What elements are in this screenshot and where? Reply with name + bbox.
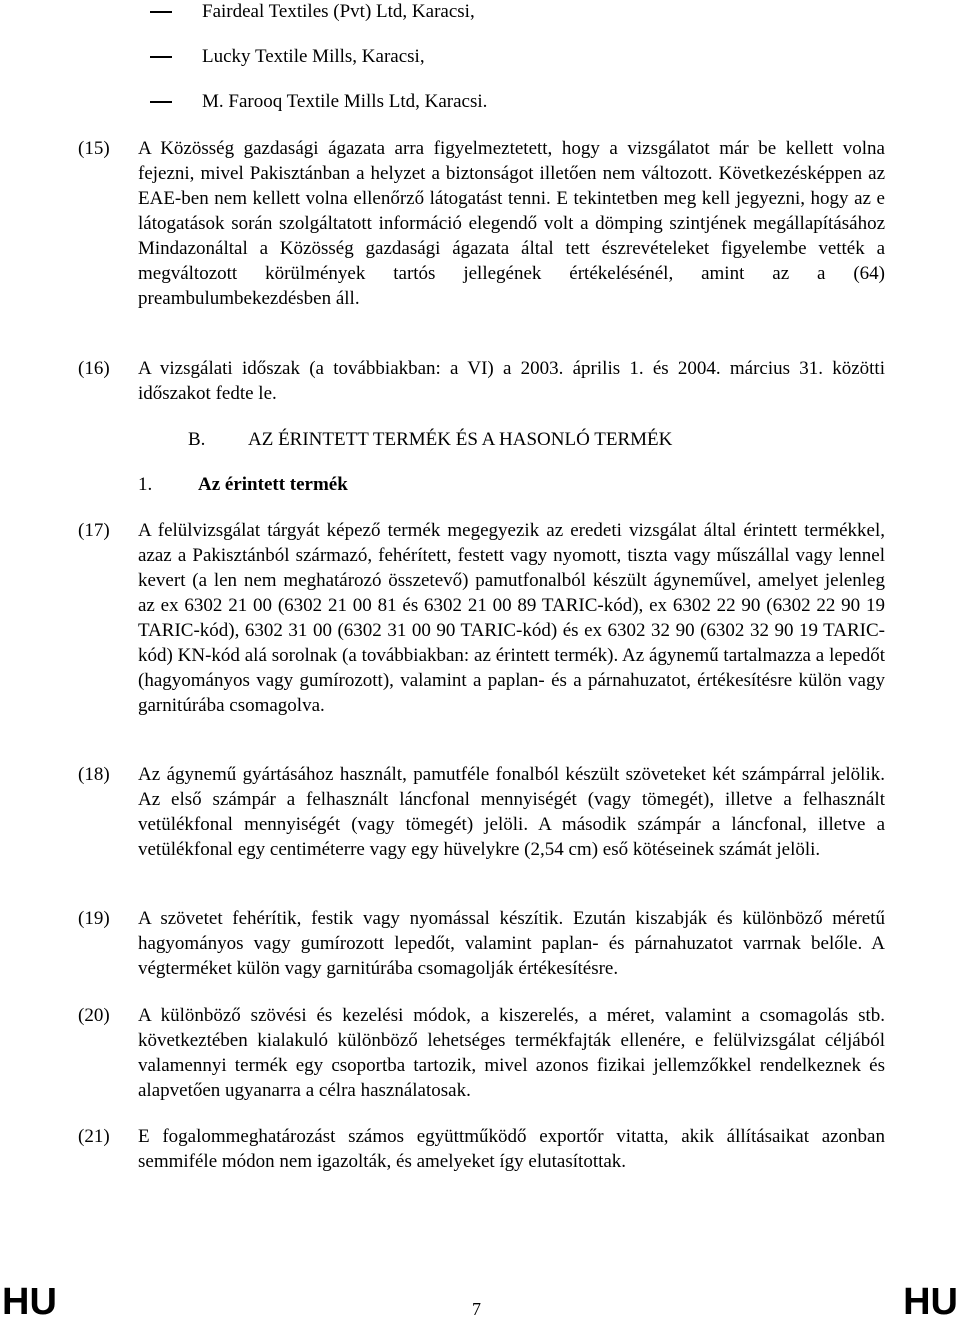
paragraph-number: (16) <box>78 358 110 379</box>
paragraph-number: (20) <box>78 1005 110 1026</box>
paragraph-16 <box>78 356 885 406</box>
dash-icon <box>150 56 172 58</box>
subsection-heading <box>138 473 348 497</box>
section-label: B. <box>188 429 206 450</box>
dash-icon <box>150 11 172 13</box>
section-title: AZ ÉRINTETT TERMÉK ÉS A HASONLÓ TERMÉK <box>248 429 673 450</box>
page-number: 7 <box>472 1299 481 1319</box>
paragraph-text: A szövetet fehérítik, festik vagy nyomással készítik. Ezután kiszabják és különböző méretű hagyományos vagy gumírozott lepedőt, valamint paplan- és párnahuzatot varrnak belőle. A végterméket külön vagy garnitúrába csomagolják értékesítésre. <box>138 908 885 979</box>
paragraph-number: (19) <box>78 908 110 929</box>
paragraph-text: A különböző szövési és kezelési módok, a kiszerelés, a méret, valamint a csomagolás stb. következtében kialakuló különböző lehetséges termékfajták ellenére, e felülvizsgálat céljából valamennyi termék egy csoportba tartozik, mivel azonos fizikai jellemzőkkel rendelkeznek és alapvetően ugyanarra a célra használatosak. <box>138 1005 885 1101</box>
dash-icon <box>150 101 172 103</box>
paragraph-21 <box>78 1124 885 1174</box>
paragraph-number: (15) <box>78 138 110 159</box>
paragraph-17 <box>78 518 885 718</box>
footer-language-code-right: HU <box>903 1281 958 1323</box>
subsection-label: 1. <box>138 474 153 495</box>
paragraph-text: A Közösség gazdasági ágazata arra figyelmeztetett, hogy a vizsgálatot már be kellett volna fejezni, mivel Pakisztánban a helyzet a biztonságot illetően nem változott. Következésképpen az EAE-ben nem kellett volna ellenőrző látogatást tenni. E tekintetben meg kell jegyezni, hogy az e látogatások során szolgáltatott információ elegendő volt a dömping szintjének megállapításához Mindazonáltal a Közösség gazdasági ágazata által tett észrevételeket figyelembe vették a megváltozott körülmények tartós jellegének értékelésénél, amint az a (64) preambulumbekezdésben áll. <box>138 138 885 309</box>
paragraph-number: (17) <box>78 520 110 541</box>
bullet-text: Lucky Textile Mills, Karacsi, <box>202 46 425 67</box>
paragraph-18 <box>78 762 885 862</box>
bullet-text: Fairdeal Textiles (Pvt) Ltd, Karacsi, <box>202 1 475 22</box>
footer-language-code-left: HU <box>2 1281 57 1323</box>
paragraph-20 <box>78 1003 885 1103</box>
paragraph-text: A vizsgálati időszak (a továbbiakban: a VI) a 2003. április 1. és 2004. március 31. közötti időszakot fedte le. <box>138 358 885 404</box>
paragraph-15 <box>78 136 885 311</box>
paragraph-number: (21) <box>78 1126 110 1147</box>
paragraph-19 <box>78 906 885 981</box>
section-heading <box>188 428 672 452</box>
paragraph-text: E fogalommeghatározást számos együttműködő exportőr vitatta, akik állításaikat azonban semmiféle módon nem igazolták, és amelyeket így elutasítottak. <box>138 1126 885 1172</box>
paragraph-text: Az ágynemű gyártásához használt, pamutféle fonalból készült szöveteket két számpárral jelölik. Az első számpár a felhasznált láncfonal mennyiségét (vagy tömegét), illetve a felhasznált vetülékfonal mennyiségét (vagy tömegét) jelöli. A második számpár a láncfonal, illetve a vetülékfonal egy centiméterre vagy egy hüvelykre (2,54 cm) eső kötéseinek számát jelöli. <box>138 764 885 860</box>
subsection-title: Az érintett termék <box>198 474 348 495</box>
paragraph-text: A felülvizsgálat tárgyát képező termék megegyezik az eredeti vizsgálat által érintett termékkel, azaz a Pakisztánból származó, fehérített, festett vagy nyomott, tiszta vagy műszállal vagy lennel kevert (a len nem meghatározó összetevő) pamutfonalból készült ágyneművel, amelyet jelenleg az ex 6302 21 00 (6302 21 00 81 és 6302 21 00 89 TARIC-kód), ex 6302 22 90 (6302 22 90 19 TARIC-kód), 6302 31 00 (6302 31 00 90 TARIC-kód) és ex 6302 32 90 (6302 32 90 19 TARIC-kód) KN-kód alá sorolnak (a továbbiakban: az érintett termék). Az ágynemű tartalmazza a lepedőt (hagyományos vagy gumírozott), valamint a paplan- és a párnahuzatot, értékesítésre külön vagy garnitúrába csomagolva. <box>138 520 885 716</box>
bullet-text: M. Farooq Textile Mills Ltd, Karacsi. <box>202 91 488 112</box>
paragraph-number: (18) <box>78 764 110 785</box>
